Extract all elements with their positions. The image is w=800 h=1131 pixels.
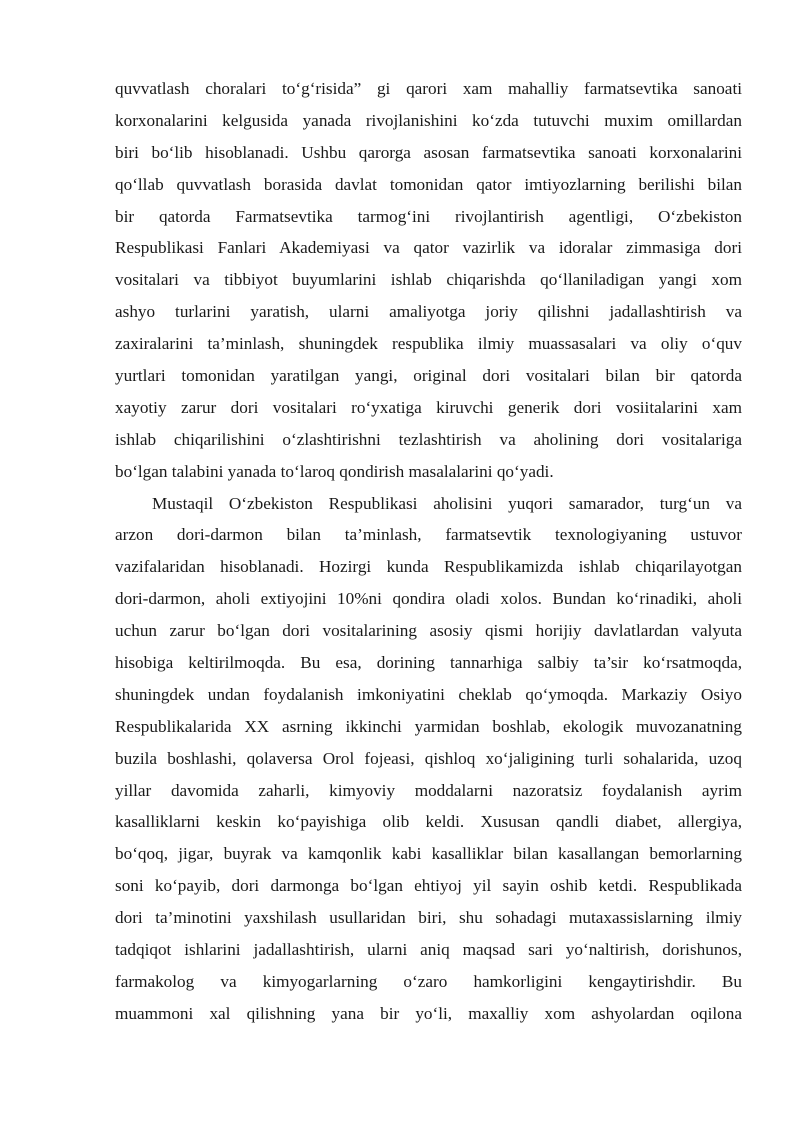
text-line: ishlab chiqarilishini o‘zlashtirishni tezlashtirish va aholining dori vositalariga — [115, 429, 742, 449]
paragraph-2 — [115, 488, 742, 1030]
text-line: yurtlari tomonidan yaratilgan yangi, original dori vositalari bilan bir qatorda — [115, 366, 742, 386]
text-line: Respublikasi Fanlari Akademiyasi va qator vazirlik va idoralar zimmasiga dori — [115, 238, 742, 258]
text-line: ashyo turlarini yaratish, ularni amaliyotga joriy qilishni jadallashtirish va — [115, 302, 742, 322]
text-line: dori-darmon, aholi extiyojini 10%ni qondira oladi xolos. Bundan ko‘rinadiki, aholi — [115, 589, 742, 609]
text-line: zaxiralarini ta’minlash, shuningdek respublika ilmiy muassasalari va oliy o‘quv — [115, 334, 742, 354]
text-line: shuningdek undan foydalanish imkoniyatini cheklab qo‘ymoqda. Markaziy Osiyo — [115, 684, 742, 704]
text-line: bir qatorda Farmatsevtika tarmog‘ini rivojlantirish agentligi, O‘zbekiston — [115, 206, 742, 226]
text-line: biri bo‘lib hisoblanadi. Ushbu qarorga asosan farmatsevtika sanoati korxonalarini — [115, 142, 742, 162]
text-line: qo‘llab quvvatlash borasida davlat tomonidan qator imtiyozlarning berilishi bilan — [115, 174, 742, 194]
text-line: buzila boshlashi, qolaversa Orol fojeasi, qishloq xo‘jaligining turli sohalarida, uzoq — [115, 748, 742, 768]
text-line: muammoni xal qilishning yana bir yo‘li, maxalliy xom ashyolardan oqilona — [115, 1003, 742, 1023]
text-line: vazifalaridan hisoblanadi. Hozirgi kunda Respublikamizda ishlab chiqarilayotgan — [115, 557, 742, 577]
text-line: bo‘qoq, jigar, buyrak va kamqonlik kabi kasalliklar bilan kasallangan bemorlarning — [115, 844, 742, 864]
text-line: soni ko‘payib, dori darmonga bo‘lgan ehtiyoj yil sayin oshib ketdi. Respublikada — [115, 876, 742, 896]
text-line: xayotiy zarur dori vositalari ro‘yxatiga kiruvchi generik dori vosiitalarini xam — [115, 397, 742, 417]
text-line: hisobiga keltirilmoqda. Bu esa, dorining tannarhiga salbiy ta’sir ko‘rsatmoqda, — [115, 653, 742, 673]
text-line: dori ta’minotini yaxshilash usullaridan biri, shu sohadagi mutaxassislarning ilmiy — [115, 908, 742, 928]
text-line: farmakolog va kimyogarlarning o‘zaro hamkorligini kengaytirishdir. Bu — [115, 971, 742, 991]
text-line: Mustaqil O‘zbekiston Respublikasi aholisini yuqori samarador, turg‘un va — [152, 493, 742, 513]
paragraph-1 — [115, 73, 742, 488]
text-line: kasalliklarni keskin ko‘payishiga olib keldi. Xususan qandli diabet, allergiya, — [115, 812, 742, 832]
text-line: bo‘lgan talabini yanada to‘laroq qondirish masalalarini qo‘yadi. — [115, 461, 554, 481]
text-line: Respublikalarida XX asrning ikkinchi yarmidan boshlab, ekologik muvozanatning — [115, 716, 742, 736]
text-line: arzon dori-darmon bilan ta’minlash, farmatsevtik texnologiyaning ustuvor — [115, 525, 742, 545]
text-line: vositalari va tibbiyot buyumlarini ishlab chiqarishda qo‘llaniladigan yangi xom — [115, 270, 742, 290]
text-line: tadqiqot ishlarini jadallashtirish, ularni aniq maqsad sari yo‘naltirish, dorishunos, — [115, 940, 742, 960]
text-line: quvvatlash choralari to‘g‘risida” gi qarori xam mahalliy farmatsevtika sanoati — [115, 79, 742, 98]
text-line: yillar davomida zaharli, kimyoviy moddalarni nazoratsiz foydalanish ayrim — [115, 780, 742, 800]
text-line: uchun zarur bo‘lgan dori vositalarining asosiy qismi horijiy davlatlardan valyuta — [115, 621, 742, 641]
body-text — [115, 73, 742, 1030]
text-line: korxonalarini kelgusida yanada rivojlanishini ko‘zda tutuvchi muxim omillardan — [115, 110, 742, 130]
